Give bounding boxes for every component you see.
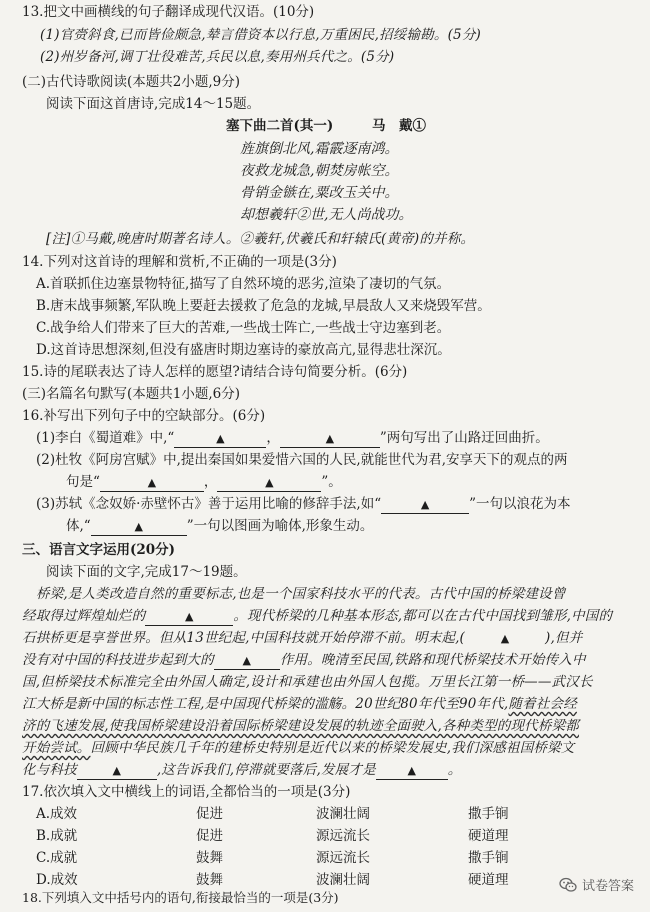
q14-option-a: A.首联抓住边塞景物特征,描写了自然环境的恶劣,渲染了凄切的气氛。 (36, 276, 451, 292)
q16-item-3-line-2: 体,“ ▲ ”一句以图画为喻体,形象生动。 (66, 518, 374, 534)
passage-line-8: 开始尝试。回顾中华民族几千年的建桥史特别是近代以来的桥梁发展史,我们深感祖国桥梁文 (22, 740, 575, 756)
q17-c-word-1[interactable]: C.成就 (36, 850, 78, 866)
section-3-heading: 三、语言文字运用(20分) (22, 542, 176, 558)
q13-sentence-1: (1)官赍斜食,已而皆俭颇急,辇言借资本以行息,万重困民,招绥输勘。(5分) (40, 27, 482, 43)
q17-b-word-4: 硬道理 (468, 828, 509, 844)
q14-option-c: C.战争给人们带来了巨大的苦难,一些战士阵亡,一些战士守边塞到老。 (36, 320, 451, 336)
q17-a-word-1[interactable]: A.成效 (36, 806, 78, 822)
q17-d-word-4: 硬道理 (468, 872, 509, 888)
wavy-underlined-text: 随着社会经 (508, 696, 577, 712)
q17-d-word-3: 波澜壮阔 (316, 872, 370, 888)
answer-blank[interactable]: ▲ (381, 497, 469, 514)
q17-d-word-2: 鼓舞 (196, 872, 223, 888)
q17-c-word-2: 鼓舞 (196, 850, 223, 866)
q14-option-d: D.这首诗思想深刻,但没有盛唐时期边塞诗的豪放高亢,显得悲壮深沉。 (36, 342, 451, 358)
answer-blank[interactable]: ▲ (100, 475, 204, 492)
wechat-icon (559, 877, 577, 893)
bracket-blank[interactable]: ▲ (500, 632, 510, 645)
q16-item-2-line-1: (2)杜牧《阿房宫赋》中,提出秦国如果爱惜六国的人民,就能世代为君,安享天下的观点的两 (36, 452, 568, 468)
q17-a-word-2: 促进 (196, 806, 223, 822)
poetry-section-heading: (二)古代诗歌阅读(本题共2小题,9分) (22, 74, 241, 90)
watermark (559, 875, 634, 894)
q18-stem: 18.下列填入文中括号内的语句,衔接最恰当的一项是(3分) (22, 890, 339, 905)
q14-option-b: B.唐末战事频繁,军队晚上要赶去援救了危急的龙城,早晨敌人又来烧毁军营。 (36, 298, 491, 314)
q17-a-word-3: 波澜壮阔 (316, 806, 370, 822)
q16-stem: 16.补写出下列句子中的空缺部分。(6分) (22, 408, 266, 424)
answer-blank[interactable]: ▲ (214, 653, 280, 670)
poem-note: [注]①马戴,晚唐时期著名诗人。②羲轩,伏羲氏和轩辕氏(黄帝)的并称。 (46, 231, 475, 247)
q15-stem: 15.诗的尾联表达了诗人怎样的愿望?请结合诗句简要分析。(6分) (22, 364, 408, 380)
answer-blank[interactable]: ▲ (91, 519, 187, 536)
q17-b-word-3: 源远流长 (316, 828, 370, 844)
q17-b-word-2: 促进 (196, 828, 223, 844)
poem-line-1: 旌旗倒北风,霜霰逐南鸿。 (240, 141, 399, 157)
q13-stem: 13.把文中画横线的句子翻译成现代汉语。(10分) (22, 4, 315, 20)
mingju-section-heading: (三)名篇名句默写(本题共1小题,6分) (22, 386, 241, 402)
q17-c-word-3: 源远流长 (316, 850, 370, 866)
passage-line-1: 桥梁,是人类改造自然的重要标志,也是一个国家科技水平的代表。古代中国的桥梁建设曾 (36, 586, 566, 602)
passage-line-5: 国,但桥梁技术标准完全由外国人确定,设计和承建也由外国人包揽。万里长江第一桥——武汉长 (22, 674, 593, 690)
poem-author: 马 戴① (372, 118, 426, 134)
watermark-text: 试卷答案 (581, 879, 634, 894)
q17-b-word-1[interactable]: B.成就 (36, 828, 78, 844)
passage-line-9: 化与科技 ▲ ,这告诉我们,停滞就要落后,发展才是 ▲ 。 (22, 762, 462, 778)
q13-sentence-2: (2)州岁备河,调丁壮役难苦,兵民以息,奏用州兵代之。(5分) (40, 49, 395, 65)
q16-item-2-line-2: 句是“ ▲ ， ▲ ”。 (66, 474, 342, 490)
q17-stem: 17.依次填入文中横线上的词语,全都恰当的一项是(3分) (22, 784, 351, 800)
passage-line-3: 石拱桥更是享誉世界。但从13世纪起,中国科技就开始停滞不前。明末起,( ▲ ),但并 (22, 628, 582, 649)
q17-d-word-1[interactable]: D.成效 (36, 872, 78, 888)
answer-blank[interactable]: ▲ (145, 609, 233, 626)
passage-line-2: 经取得过辉煌灿烂的 ▲ 。现代桥梁的几种基本形态,都可以在古代中国找到雏形,中国的 (22, 608, 613, 624)
answer-blank[interactable]: ▲ (280, 431, 380, 448)
q17-c-word-4: 撒手锏 (468, 850, 509, 866)
passage-line-6: 江大桥是新中国的标志性工程,是中国现代桥梁的滥觞。20世纪80年代至90年代,随着社会经 (22, 696, 577, 712)
answer-blank[interactable]: ▲ (174, 431, 266, 448)
passage-line-7: 济的飞速发展,使我国桥梁建设沿着国际桥梁建设发展的轨迹全面驶入,各种类型的现代桥梁都 (22, 718, 579, 734)
q16-item-1: (1)李白《蜀道难》中,“ ▲ ， ▲ ”两句写出了山路迂回曲折。 (36, 430, 549, 446)
passage-line-4: 没有对中国的科技进步起到大的 ▲ 作用。晚清至民国,铁路和现代桥梁技术开始传入中 (22, 652, 586, 668)
poem-line-2: 夜救龙城急,朝焚房帐空。 (240, 163, 399, 179)
q16-item-3-line-1: (3)苏轼《念奴娇·赤壁怀古》善于运用比喻的修辞手法,如“ ▲ ”一句以浪花为本 (36, 496, 571, 512)
answer-blank[interactable]: ▲ (77, 763, 157, 780)
answer-blank[interactable]: ▲ (217, 475, 321, 492)
poem-line-4: 却想羲轩②世,无人尚战功。 (240, 207, 413, 223)
poem-title: 塞下曲二首(其一) (226, 118, 334, 134)
wavy-underlined-text: 开始尝试。 (22, 740, 91, 756)
poem-line-3: 骨销金镞在,粟改玉关中。 (240, 185, 399, 201)
answer-blank[interactable]: ▲ (376, 763, 448, 780)
q17-a-word-4: 撒手锏 (468, 806, 509, 822)
section-3-intro: 阅读下面的文字,完成17～19题。 (46, 564, 247, 580)
poetry-intro: 阅读下面这首唐诗,完成14～15题。 (46, 96, 261, 112)
q14-stem: 14.下列对这首诗的理解和赏析,不正确的一项是(3分) (22, 254, 337, 270)
